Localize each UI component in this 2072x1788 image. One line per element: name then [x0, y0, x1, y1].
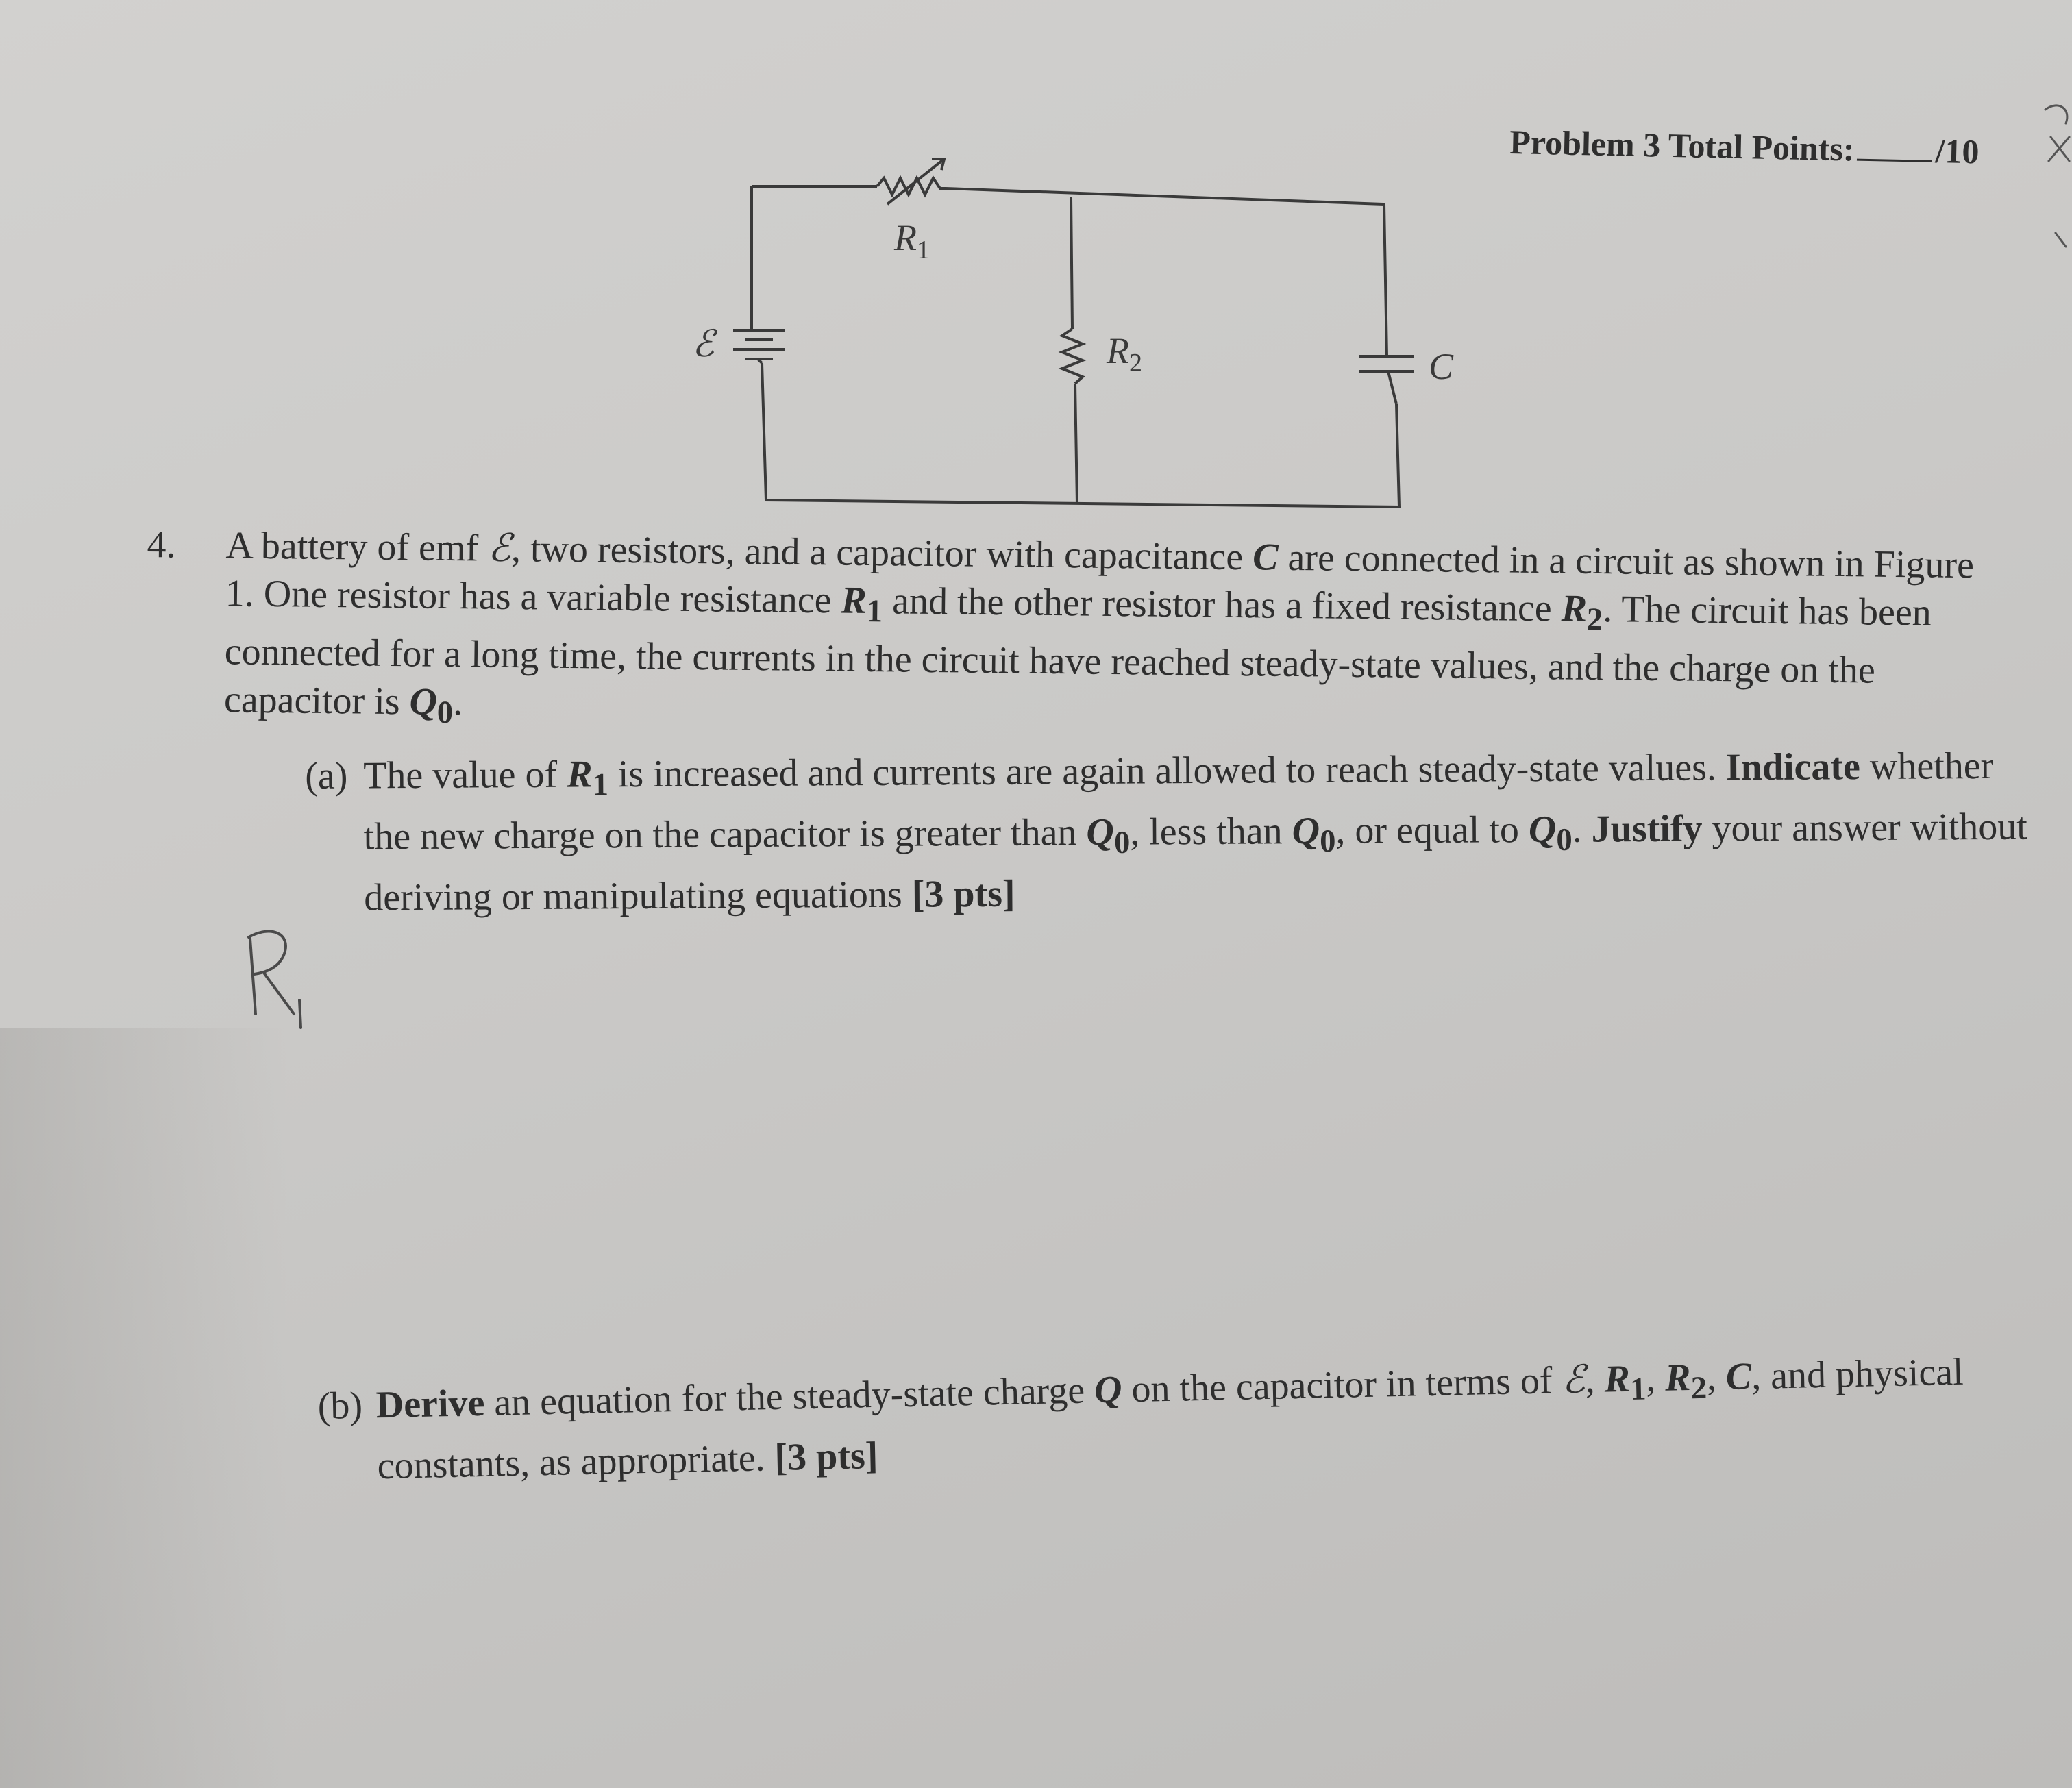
part-a-label: (a)	[305, 754, 348, 797]
resistor-icon	[1062, 329, 1083, 384]
part-b-label: (b)	[317, 1384, 363, 1428]
r1-label: $R_1$	[894, 217, 930, 264]
r2-label: $R_2$	[1107, 330, 1142, 377]
page-shadow	[0, 1028, 288, 1788]
capacitor-label: C	[1429, 346, 1454, 387]
capacitor-icon	[1359, 356, 1414, 404]
wire-middle-bottom	[1075, 384, 1077, 504]
question-text: A battery of emf ℰ, two resistors, and a capacitor with capacitance C are connected in a circuit as shown in Figure 1. One resistor has a variable resistance $R_1$ and the other resistor has a fixed resistance $R_2$. The circuit has been connected for a long time, the currents in the circuit have reached steady-state values, and the charge on the capacitor is $Q_0$.	[223, 524, 1975, 731]
circuit-diagram	[658, 151, 1480, 534]
question-number: 4.	[147, 523, 176, 567]
emf-label: ℰ	[692, 323, 715, 364]
wire-bottom	[762, 363, 1399, 507]
handwritten-r1	[243, 918, 325, 1041]
points-blank	[1857, 159, 1932, 162]
part-b-text: Derive an equation for the steady-state charge Q on the capacitor in terms of ℰ, $R_1$, $R_2$, C, and physical constants, as appropriate. [3 pts]	[375, 1350, 1964, 1488]
battery-icon	[733, 330, 785, 363]
edge-pencil-marks	[2018, 96, 2072, 301]
problem-total-points	[1509, 122, 1980, 171]
wire-top-right	[946, 188, 1387, 356]
wire-middle-top	[1071, 197, 1072, 329]
points-max: /10	[1934, 132, 1980, 171]
variable-resistor-icon	[877, 159, 946, 204]
part-b	[317, 1345, 2043, 1488]
part-a-text: The value of $R_1$ is increased and currents are again allowed to reach steady-state values. Indicate whether the new charge on the capacitor is greater than $Q_0$, less than $Q_0$, or equal to $Q_0$. Justify your answer without deriving or manipulating equations [3 pts]	[363, 744, 2028, 919]
points-label: Problem 3 Total Points:	[1509, 122, 1855, 169]
